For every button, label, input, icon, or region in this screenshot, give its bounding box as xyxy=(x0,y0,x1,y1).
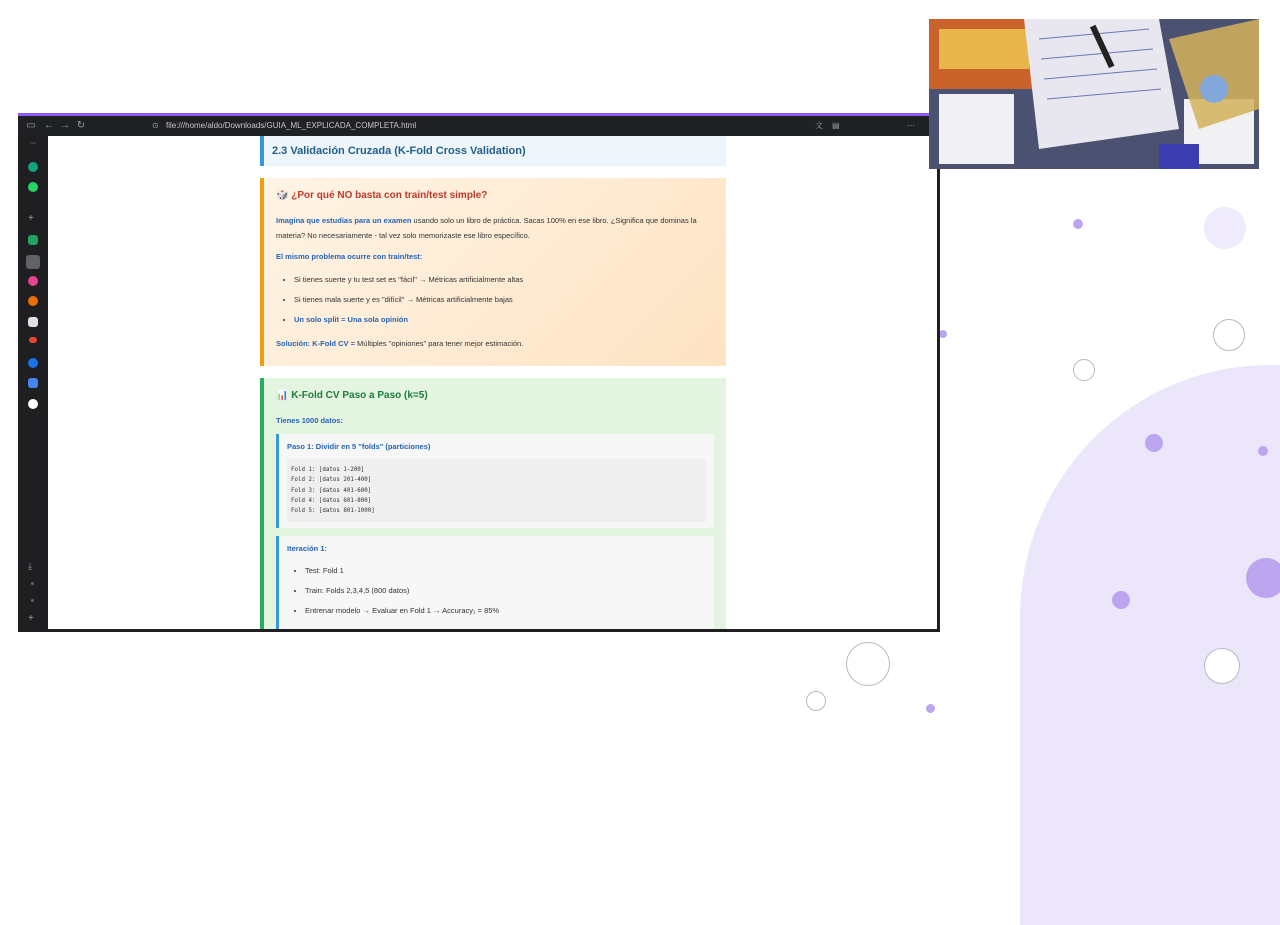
scrollbar[interactable] xyxy=(937,136,940,632)
back-icon[interactable]: ← xyxy=(44,120,54,131)
notifications-icon[interactable] xyxy=(28,276,38,286)
iteration1-box xyxy=(276,536,714,629)
decor-dot xyxy=(939,330,947,338)
decor-ring xyxy=(1073,359,1095,381)
decor-dot xyxy=(1112,591,1130,609)
webcam-image xyxy=(929,19,1259,169)
folds-code-block: Fold 1: [datos 1-200] Fold 2: [datos 201-400] Fold 3: [datos 401-600] Fold 4: [datos 601-800] Fold 5: [datos 801-1000] xyxy=(287,459,706,522)
paragraph-text: usando solo un libro de práctica. Sacas 100% en ese libro. ¿Significa que dominas la materia? No necesariamente - tal vez solo memorizaste ese libro específico. xyxy=(276,216,697,240)
decor-dot xyxy=(1258,446,1268,456)
solution-paragraph xyxy=(276,336,714,351)
kfold-intro: Tienes 1000 datos: xyxy=(276,416,343,425)
sidebar-toggle-icon[interactable]: ▭ xyxy=(26,120,36,131)
decor-dot xyxy=(1073,219,1083,229)
workspace-icon[interactable] xyxy=(26,255,40,269)
section-title: 2.3 Validación Cruzada (K-Fold Cross Validation) xyxy=(260,136,726,166)
list-item: • Si tienes mala suerte y es "difícil" → Métricas artificialmente bajas xyxy=(294,290,714,310)
step1-title: Paso 1: Dividir en 5 "folds" (particiones) xyxy=(287,442,431,451)
decor-dot xyxy=(926,704,935,713)
decor-ring xyxy=(1213,319,1245,351)
decor-dot xyxy=(1246,558,1280,598)
why-card xyxy=(260,178,726,366)
highlight-text: Un solo split = Una sola opinión xyxy=(294,315,408,324)
chrome-icon[interactable] xyxy=(28,296,38,306)
decor-circle xyxy=(1204,207,1246,249)
more-icon[interactable] xyxy=(31,582,34,585)
page-viewport[interactable] xyxy=(48,136,937,629)
kfold-card-title: 📊 K-Fold CV Paso a Paso (k=5) xyxy=(276,390,428,401)
highlight-text: Imagina que estudias para un examen xyxy=(276,216,412,225)
why-card-title: 🎲 ¿Por qué NO basta con train/test simple? xyxy=(276,190,488,201)
address-bar[interactable] xyxy=(148,119,866,133)
settings-icon[interactable] xyxy=(31,599,34,602)
reload-icon[interactable]: ↻ xyxy=(76,120,86,131)
decor-ring xyxy=(1204,648,1240,684)
reader-icon[interactable]: ▤ xyxy=(832,121,840,130)
iteration1-list xyxy=(287,561,706,621)
list-item xyxy=(294,310,714,330)
notes-icon[interactable] xyxy=(28,378,38,388)
translate-icon[interactable]: 文 xyxy=(815,121,823,130)
list-item: • Entrenar modelo → Evaluar en Fold 1 → Accuracy₁ = 85% xyxy=(305,601,706,621)
edge-icon[interactable] xyxy=(28,358,38,368)
forward-icon[interactable]: → xyxy=(60,120,70,131)
url-text: file:///home/aldo/Downloads/GUIA_ML_EXPLICADA_COMPLETA.html xyxy=(166,121,417,130)
whatsapp-icon[interactable] xyxy=(28,182,38,192)
webcam-overlay xyxy=(929,19,1259,169)
kfold-card xyxy=(260,378,726,629)
gmail-icon[interactable] xyxy=(29,337,37,343)
list-item: • Test: Fold 1 xyxy=(305,561,706,581)
decor-ring xyxy=(846,642,890,686)
menu-icon[interactable]: ⋯ xyxy=(907,121,915,130)
page-info-icon[interactable]: ⊙ xyxy=(152,121,159,130)
browser-window xyxy=(18,113,940,632)
excel-icon[interactable] xyxy=(28,235,38,245)
list-item: • Si tienes suerte y tu test set es "fácil" → Métricas artificialmente altas xyxy=(294,270,714,290)
list-item: • Train: Folds 2,3,4,5 (800 datos) xyxy=(305,581,706,601)
iteration1-title: Iteración 1: xyxy=(287,544,328,554)
highlight-text: Solución: K-Fold CV = xyxy=(276,339,355,348)
decor-dot xyxy=(1145,434,1163,452)
decor-ring xyxy=(806,691,826,711)
step1-box xyxy=(276,434,714,528)
problem-heading: El mismo problema ocurre con train/test: xyxy=(276,252,423,261)
add-panel-icon[interactable]: + xyxy=(28,613,34,624)
why-card-paragraph xyxy=(276,213,714,243)
problem-list xyxy=(276,270,714,330)
github-icon[interactable] xyxy=(28,399,38,409)
add-icon[interactable]: + xyxy=(28,213,34,224)
page-content xyxy=(260,136,726,629)
twitter-icon[interactable] xyxy=(28,317,38,327)
browser-sidebar xyxy=(18,136,48,632)
download-icon[interactable]: ⤓ xyxy=(28,561,32,571)
collapse-icon[interactable] xyxy=(30,142,36,144)
chatgpt-icon[interactable] xyxy=(28,162,38,172)
paragraph-text: Múltiples "opiniones" para tener mejor estimación. xyxy=(354,339,524,348)
toolbar xyxy=(18,116,940,136)
